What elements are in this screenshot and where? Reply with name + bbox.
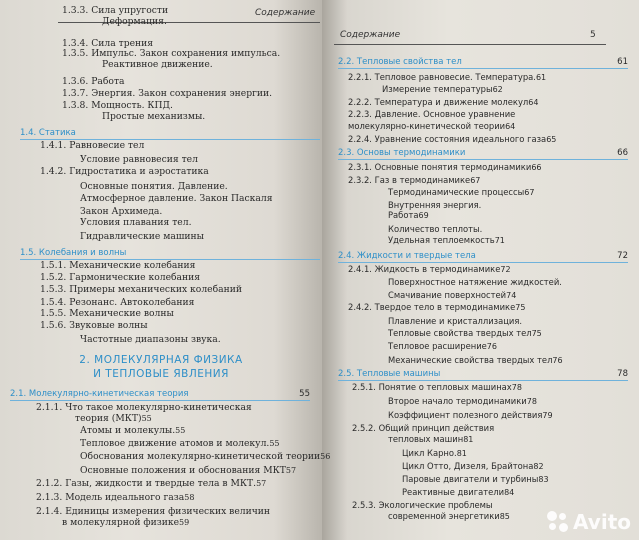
page-ref: 64	[505, 122, 516, 131]
toc-entry	[40, 308, 302, 319]
toc-entry	[388, 396, 638, 407]
toc-entry-text: Измерение температуры	[382, 84, 493, 94]
toc-entry	[62, 100, 324, 111]
toc-entry-text: Тепловое расширение	[388, 341, 487, 351]
toc-entry-text: Цикл Карно.	[402, 448, 457, 458]
toc-entry-text: Тепловые свойства твердых тел	[388, 328, 532, 338]
toc-entry	[75, 413, 337, 424]
toc-entry	[348, 97, 632, 108]
toc-entry-text: 2.2.3. Давление. Основное уравнение	[348, 109, 516, 119]
page-ref: 67	[524, 188, 535, 197]
section-title: 2.5. Тепловые машины	[338, 369, 441, 379]
toc-entry-text: 2.2.1. Тепловое равновесие. Температура.	[348, 72, 536, 82]
toc-entry-text: Смачивание поверхностей	[388, 290, 507, 300]
section-rule	[338, 380, 628, 381]
toc-entry	[388, 277, 638, 288]
toc-entry	[80, 206, 342, 217]
section-title: 2.4. Жидкости и твердые тела	[338, 251, 476, 261]
page-ref: 78	[511, 383, 522, 392]
toc-entry-text: теория (МКТ)	[75, 413, 142, 424]
toc-entry-text: Реактивное движение.	[102, 59, 213, 70]
toc-entry-text: 2.1.4. Единицы измерения физических величин	[36, 506, 271, 517]
toc-entry	[388, 355, 638, 366]
toc-entry	[80, 154, 342, 165]
toc-entry	[62, 5, 324, 16]
page-ref: 79	[542, 411, 553, 420]
avito-watermark	[547, 510, 631, 534]
page-ref: 71	[494, 236, 505, 245]
page-header: Содержание	[340, 30, 401, 40]
page-ref: 67	[470, 176, 481, 185]
toc-entry	[348, 72, 632, 83]
toc-entry	[36, 506, 298, 517]
page-ref: 57	[256, 479, 267, 488]
toc-entry	[348, 175, 632, 186]
toc-entry-text: 1.3.6. Работа	[62, 76, 125, 87]
toc-entry	[402, 474, 638, 485]
page-ref: 76	[552, 356, 563, 365]
toc-entry-text: 1.3.7. Энергия. Закон сохранения энергии.	[62, 88, 273, 99]
page-ref: 66	[617, 148, 628, 158]
toc-entry-text: Условия плавания тел.	[80, 217, 192, 228]
chapter-title: 2. МОЛЕКУЛЯРНАЯ ФИЗИКА	[79, 354, 243, 366]
section-title: 1.4. Статика	[20, 128, 76, 138]
page-ref: 84	[504, 488, 515, 497]
section-rule	[10, 400, 310, 401]
toc-entry-text: Цикл Отто, Дизеля, Брайтона	[402, 461, 534, 471]
page-ref: 59	[179, 518, 190, 527]
toc-entry-text: Условие равновесия тел	[80, 154, 198, 165]
toc-entry-text: Механические свойства твердых тел	[388, 355, 553, 365]
watermark-text: Avito	[573, 510, 631, 534]
toc-entry-text: Поверхностное натяжение жидкостей.	[388, 277, 562, 287]
toc-entry	[388, 328, 638, 339]
section-heading	[338, 148, 628, 158]
toc-entry	[80, 334, 342, 345]
section-rule	[338, 159, 628, 160]
toc-entry	[352, 382, 632, 393]
toc-entry-text: 1.5.1. Механические колебания	[40, 260, 196, 271]
toc-entry	[402, 448, 638, 459]
page-ref: 75	[515, 303, 526, 312]
toc-entry-text: Закон Архимеда.	[80, 206, 163, 217]
toc-entry-text: Тепловое движение атомов и молекул.	[80, 438, 270, 449]
right-book-page	[322, 0, 639, 540]
toc-entry-text: 2.4.1. Жидкость в термодинамике	[348, 264, 501, 274]
toc-entry	[80, 465, 342, 476]
toc-entry-text: Гидравлические машины	[80, 231, 204, 242]
toc-entry	[388, 290, 638, 301]
toc-entry	[80, 425, 342, 436]
toc-entry-text: тепловых машин	[388, 434, 464, 444]
toc-entry-text: 1.3.5. Импульс. Закон сохранения импульса.	[62, 48, 281, 59]
chapter-title: И ТЕПЛОВЫЕ ЯВЛЕНИЯ	[93, 368, 229, 380]
toc-entry-text: Реактивные двигатели	[402, 487, 505, 497]
toc-entry	[40, 140, 302, 151]
toc-entry-text: 1.5.2. Гармонические колебания	[40, 272, 201, 283]
page-ref: 55	[141, 414, 152, 423]
toc-entry-text: 2.5.3. Экологические проблемы	[352, 500, 493, 510]
toc-entry	[40, 284, 302, 295]
toc-entry	[348, 121, 632, 132]
page-ref: 66	[531, 163, 542, 172]
page-ref: 61	[535, 73, 547, 82]
toc-entry	[388, 210, 638, 221]
toc-entry	[388, 341, 638, 352]
toc-entry-text: 2.3.2. Газ в термодинамике	[348, 175, 471, 185]
page-ref: 75	[531, 329, 542, 338]
toc-entry-text: 1.3.3. Сила упругости	[62, 5, 169, 16]
toc-entry	[40, 272, 302, 283]
toc-entry	[80, 451, 342, 462]
toc-entry-text: 1.5.5. Механические волны	[40, 308, 174, 319]
page-ref: 69	[418, 211, 429, 220]
page-ref: 56	[320, 452, 331, 461]
section-rule	[338, 262, 628, 263]
toc-entry	[388, 187, 638, 198]
page-ref: 83	[538, 475, 549, 484]
toc-entry-text: 1.4.2. Гидростатика и аэростатика	[40, 166, 209, 177]
page-ref: 81	[456, 449, 467, 458]
toc-entry-text: молекулярно-кинетической теории	[348, 121, 506, 131]
toc-entry	[40, 320, 302, 331]
toc-entry-text: 1.4.1. Равновесие тел	[40, 140, 145, 151]
header-rule	[334, 44, 606, 45]
section-title: 2.1. Молекулярно-кинетическая теория	[10, 389, 189, 399]
toc-entry-text: 2.3.1. Основные понятия термодинамики	[348, 162, 532, 172]
toc-entry	[62, 76, 324, 87]
toc-entry-text: 2.2.2. Температура и движение молекул	[348, 97, 529, 107]
toc-entry-text: 1.5.6. Звуковые волны	[40, 320, 148, 331]
toc-entry	[62, 48, 324, 59]
section-heading	[338, 57, 628, 67]
toc-entry	[40, 297, 302, 308]
toc-entry-text: Плавление и кристаллизация.	[388, 316, 523, 326]
toc-entry	[80, 217, 342, 228]
section-title: 2.2. Тепловые свойства тел	[338, 57, 462, 67]
page-ref: 72	[500, 265, 511, 274]
page-ref: 55	[269, 439, 280, 448]
page-ref: 65	[546, 135, 557, 144]
page-ref: 55	[175, 426, 186, 435]
section-heading	[20, 128, 320, 138]
toc-entry	[62, 517, 324, 528]
page-ref: 57	[285, 466, 297, 475]
toc-entry-text: 1.3.8. Мощность. КПД.	[62, 100, 173, 111]
section-heading	[338, 369, 628, 379]
toc-entry	[388, 224, 638, 235]
toc-entry	[80, 181, 342, 192]
toc-entry-text: 1.3.4. Сила трения	[62, 38, 154, 49]
toc-entry-text: 2.1.2. Газы, жидкости и твердые тела в МКТ.	[36, 478, 257, 489]
toc-entry	[402, 461, 638, 472]
page-header: Содержание	[255, 8, 316, 18]
toc-entry	[40, 166, 302, 177]
toc-entry-text: Количество теплоты.	[388, 224, 483, 234]
page-ref: 81	[463, 435, 474, 444]
toc-entry-text: Атмосферное давление. Закон Паскаля	[80, 193, 273, 204]
section-heading	[10, 389, 310, 399]
toc-entry-text: Атомы и молекулы.	[80, 425, 176, 436]
section-title: 2.3. Основы термодинамики	[338, 148, 466, 158]
page-ref: 78	[617, 369, 628, 379]
toc-entry	[348, 264, 632, 275]
page-ref: 76	[486, 342, 497, 351]
toc-entry	[36, 492, 298, 503]
page-ref: 61	[617, 57, 628, 67]
toc-entry	[62, 88, 324, 99]
toc-entry	[80, 193, 342, 204]
toc-entry-text: Внутренняя энергия.	[388, 200, 482, 210]
section-heading	[20, 248, 320, 258]
toc-entry	[348, 109, 632, 120]
page-ref: 55	[299, 389, 310, 399]
toc-entry	[388, 316, 638, 327]
toc-entry-text: в молекулярной физике	[62, 517, 180, 528]
page-number: 5	[590, 30, 596, 40]
toc-entry-text: 2.2.4. Уравнение состояния идеального газа	[348, 134, 547, 144]
toc-entry-text: Удельная теплоемкость	[388, 235, 495, 245]
page-ref: 74	[506, 291, 517, 300]
page-ref: 82	[533, 462, 544, 471]
toc-entry	[348, 302, 632, 313]
toc-entry-text: 2.1.3. Модель идеального газа	[36, 492, 185, 503]
section-rule	[338, 68, 628, 69]
toc-entry	[388, 235, 638, 246]
section-heading	[338, 251, 628, 261]
toc-entry	[80, 438, 342, 449]
toc-entry	[388, 434, 638, 445]
toc-entry	[402, 487, 638, 498]
toc-entry	[40, 260, 302, 271]
toc-entry-text: Простые механизмы.	[102, 111, 206, 122]
toc-entry	[80, 231, 342, 242]
toc-entry-text: 2.4.2. Твердое тело в термодинамике	[348, 302, 516, 312]
toc-entry	[348, 134, 632, 145]
toc-entry-text: 1.5.4. Резонанс. Автоколебания	[40, 297, 195, 308]
page-ref: 72	[617, 251, 628, 261]
page-ref: 62	[492, 85, 503, 94]
toc-entry-text: Основные положения и обоснования МКТ	[80, 465, 286, 476]
toc-entry	[348, 162, 632, 173]
toc-entry-text: 1.5.3. Примеры механических колебаний	[40, 284, 242, 295]
section-title: 1.5. Колебания и волны	[20, 248, 127, 258]
toc-entry	[382, 84, 632, 95]
toc-entry-text: Коэффициент полезного действия	[388, 410, 543, 420]
avito-logo-icon	[547, 511, 569, 533]
toc-entry-text: Паровые двигатели и турбины	[402, 474, 539, 484]
toc-entry-text: современной энергетики	[388, 511, 500, 521]
toc-entry-text: 2.5.1. Понятие о тепловых машинах	[352, 382, 512, 392]
toc-entry-text: Основные понятия. Давление.	[80, 181, 228, 192]
toc-entry	[36, 478, 298, 489]
toc-entry-text: Второе начало термодинамики	[388, 396, 527, 406]
page-ref: 78	[526, 397, 537, 406]
toc-entry	[388, 410, 638, 421]
toc-entry-text: 2.1.1. Что такое молекулярно-кинетическая	[36, 402, 252, 413]
page-ref: 85	[499, 512, 510, 521]
toc-entry-text: 2.5.2. Общий принцип действия	[352, 423, 495, 433]
toc-entry-text: Работа	[388, 210, 419, 220]
toc-entry	[352, 423, 632, 434]
toc-entry	[36, 402, 298, 413]
toc-entry-text: Частотные диапазоны звука.	[80, 334, 221, 345]
toc-entry-text: Термодинамические процессы	[388, 187, 525, 197]
toc-entry-text: Обоснования молекулярно-кинетической теории	[80, 451, 321, 462]
page-ref: 64	[528, 98, 539, 107]
toc-entry-text: Деформация.	[102, 16, 167, 27]
page-ref: 58	[184, 493, 195, 502]
